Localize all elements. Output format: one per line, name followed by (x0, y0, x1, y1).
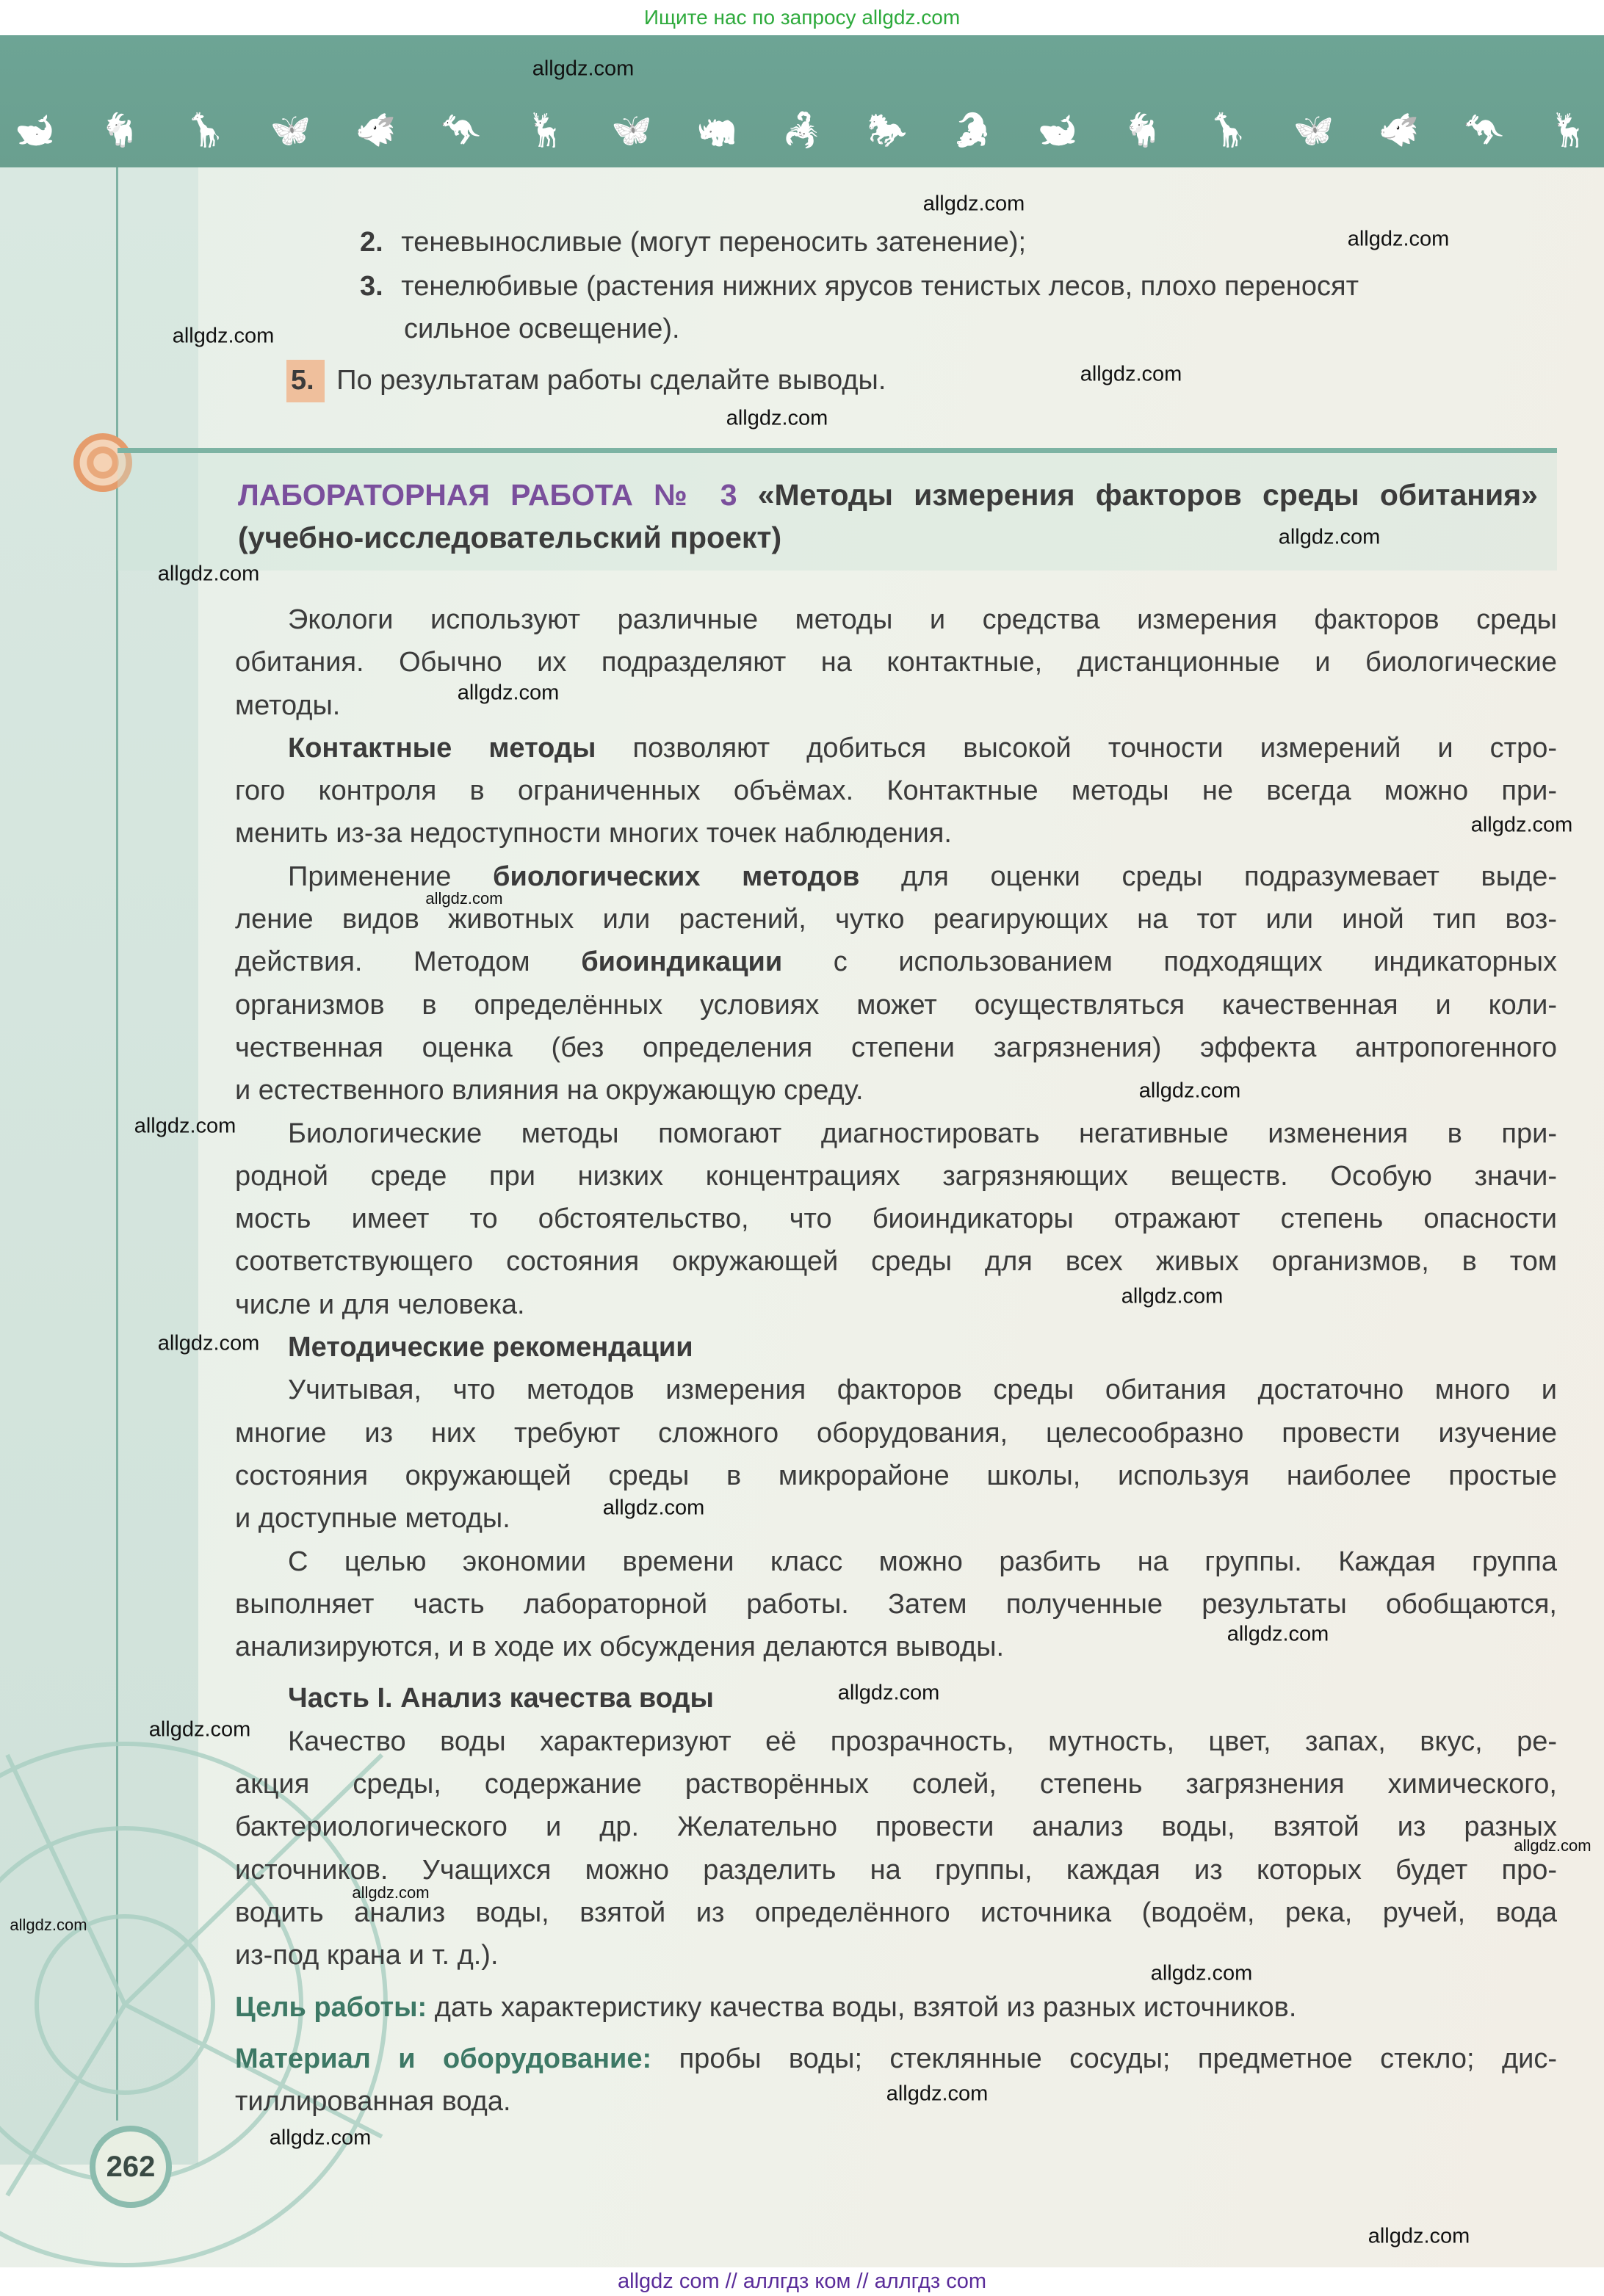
list-text: теневыносливые (могут переносить затенение); (401, 227, 1027, 258)
text-line: бактериологического и др. Желательно провести анализ воды, взятой из разных (235, 1811, 1557, 1843)
lab-title: «Методы измерения факторов среды обитания» (757, 478, 1538, 512)
text-line: числе и для человека. (235, 1289, 525, 1320)
header-banner (0, 35, 1604, 167)
task-5 (291, 359, 886, 402)
text-line: Учитывая, что методов измерения факторов среды обитания достаточно много и (288, 1375, 1557, 1406)
animal-silhouette-icon: 🐋 (1037, 112, 1078, 148)
text-line: менить из-за недоступности многих точек наблюдения. (235, 818, 952, 850)
watermark-text: allgdz.com (602, 1496, 705, 1520)
text-line: организмов в определённых условиях может осуществляться качественная и коли- (235, 989, 1557, 1021)
text-line: состояния окружающей среды в микрорайоне школы, используя наиболее простые (235, 1460, 1557, 1491)
watermark-text: allgdz.com (134, 1114, 236, 1138)
watermark-text: allgdz.com (1138, 1079, 1241, 1103)
text-line: Биологические методы помогают диагностировать негативные изменения в при- (288, 1118, 1557, 1149)
animal-silhouette-icon: 🦒 (185, 112, 225, 148)
text-line: С целью экономии времени класс можно разбить на группы. Каждая группа (288, 1546, 1557, 1577)
task-text: По результатам работы сделайте выводы. (336, 365, 886, 396)
footer-links[interactable]: allgdz com // аллгдз ком // аллгдз com (0, 2267, 1604, 2296)
watermark-text: allgdz.com (726, 406, 828, 430)
text-run: действия. Методом (235, 946, 582, 978)
watermark-text: allgdz.com (1514, 1836, 1592, 1855)
animal-silhouette-icon: 🦋 (611, 112, 652, 148)
watermark-text: allgdz.com (269, 2126, 372, 2150)
watermark-text: allgdz.com (457, 681, 560, 705)
watermark-text: allgdz.com (148, 1717, 251, 1742)
text-line (235, 727, 1557, 769)
watermark-text: allgdz.com (1470, 813, 1573, 837)
watermark-text: allgdz.com (10, 1916, 87, 1934)
watermark-text: allgdz.com (922, 192, 1025, 216)
animal-silhouette-icon: 🐐 (1122, 112, 1163, 148)
list-item-2 (360, 221, 1026, 264)
animal-silhouette-icon: 🐐 (100, 112, 140, 148)
text-line: Качество воды характеризуют её прозрачность, мутность, цвет, запах, вкус, ре- (288, 1725, 1557, 1757)
animal-silhouette-icon: 🦂 (781, 112, 823, 148)
text-run: Применение (288, 861, 493, 892)
text-line: многие из них требуют сложного оборудования, целесообразно провести изучение (235, 1417, 1557, 1449)
text-line: тиллированная вода. (235, 2086, 511, 2118)
text-line: источников. Учащихся можно разделить на группы, каждая из которых будет про- (235, 1854, 1557, 1886)
field-label: Материал и оборудование: (235, 2043, 652, 2074)
lab-label: ЛАБОРАТОРНАЯ РАБОТА № 3 (238, 478, 737, 512)
text-line: чественная оценка (без определения степени загрязнения) эффекта антропогенного (235, 1032, 1557, 1063)
text-line (235, 941, 1557, 983)
watermark-text: allgdz.com (1227, 1622, 1329, 1646)
text-line: гого контроля в ограниченных объёмах. Контактные методы не всегда можно при- (235, 775, 1557, 807)
animal-silhouette-icon: 🦒 (1207, 112, 1249, 148)
watermark-text: allgdz.com (1150, 1961, 1253, 1985)
watermark-text: allgdz.com (425, 889, 503, 908)
text-line (235, 2038, 1557, 2080)
animal-silhouette-icon: 🐗 (355, 112, 397, 148)
text-line: акция среды, содержание растворённых солей, степень загрязнения химического, (235, 1769, 1557, 1800)
text-line: соответствующего состояния окружающей среды для всех живых организмов, в том (235, 1246, 1557, 1278)
watermark-text: allgdz.com (886, 2082, 989, 2106)
animal-silhouette-icon: 🦌 (526, 112, 567, 148)
text-run: дать характеристику качества воды, взятой из разных источников. (427, 1991, 1297, 2023)
watermark-text: allgdz.com (352, 1883, 430, 1902)
list-item-3-continued: сильное освещение). (404, 314, 680, 344)
text-line: и естественного влияния на окружающую среду. (235, 1075, 864, 1107)
text-line: Экологи используют различные методы и средства измерения факторов среды (288, 604, 1557, 635)
watermark-text: allgdz.com (837, 1681, 940, 1705)
section-divider (118, 448, 1557, 453)
lab-subtitle: (учебно-исследовательский проект) (238, 521, 782, 554)
bold-term: Контактные методы (288, 732, 596, 764)
text-line: обитания. Обычно их подразделяют на контактные, дистанционные и биологические (235, 647, 1557, 678)
list-number: 2. (360, 227, 383, 258)
watermark-text: allgdz.com (157, 1331, 260, 1355)
watermark-text: allgdz.com (532, 57, 635, 81)
animal-silhouettes-row (15, 105, 1589, 156)
animal-silhouette-icon: 🐎 (867, 112, 908, 148)
list-number: 3. (360, 271, 383, 302)
text-run: для оценки среды подразумевает выде- (859, 861, 1557, 892)
watermark-text: allgdz.com (1278, 525, 1381, 549)
text-line: мость имеет то обстоятельство, что биоиндикаторы отражают степень опасности (235, 1203, 1557, 1235)
page-number: 262 (90, 2126, 172, 2208)
text-line: методы. (235, 689, 341, 721)
text-line: родной среде при низких концентрациях загрязняющих веществ. Особую значи- (235, 1160, 1557, 1192)
text-run: позволяют добиться высокой точности измерений и стро- (596, 732, 1557, 764)
list-item-3 (360, 265, 1359, 308)
animal-silhouette-icon: 🐗 (1379, 112, 1419, 148)
animal-silhouette-icon: 🦋 (1293, 112, 1334, 148)
bold-term: биоиндикации (581, 946, 783, 978)
animal-silhouette-icon: 🐊 (952, 112, 993, 148)
watermark-text: allgdz.com (1368, 2224, 1470, 2248)
body-text (235, 598, 1557, 2123)
watermark-text: allgdz.com (1347, 227, 1450, 251)
watermark-text: allgdz.com (172, 324, 275, 348)
text-line: анализируются, и в ходе их обсуждения делаются выводы. (235, 1632, 1005, 1663)
text-line: выполняет часть лабораторной работы. Затем полученные результаты обобщаются, (235, 1588, 1557, 1620)
animal-silhouette-icon: 🦋 (270, 112, 311, 148)
text-line (235, 1986, 1557, 2029)
section-heading: Часть I. Анализ качества воды (288, 1683, 714, 1714)
watermark-text: allgdz.com (157, 562, 260, 586)
bold-term: биологических методов (493, 861, 860, 892)
animal-silhouette-icon: 🐋 (15, 112, 55, 148)
search-notice[interactable]: Ищите нас по запросу allgdz.com (0, 0, 1604, 35)
animal-silhouette-icon: 🦏 (696, 112, 737, 148)
animal-silhouette-icon: 🦌 (1549, 112, 1589, 148)
list-text: тенелюбивые (растения нижних ярусов тенистых лесов, плохо переносят (401, 271, 1359, 302)
field-label: Цель работы: (235, 1991, 427, 2023)
text-line: водить анализ воды, взятой из определённого источника (водоём, река, ручей, вода (235, 1897, 1557, 1928)
text-run: с использованием подходящих индикаторных (782, 946, 1558, 978)
section-heading: Методические рекомендации (288, 1332, 693, 1364)
text-line: из-под крана и т. д.). (235, 1940, 499, 1971)
animal-silhouette-icon: 🦘 (441, 112, 482, 148)
task-number: 5. (291, 365, 314, 396)
watermark-text: allgdz.com (1080, 362, 1182, 386)
watermark-text: allgdz.com (1121, 1284, 1224, 1308)
text-run: пробы воды; стеклянные сосуды; предметное стекло; дис- (651, 2043, 1557, 2074)
text-line: ление видов животных или растений, чутко реагирующих на тот или иной тип воз- (235, 904, 1557, 935)
text-line: и доступные методы. (235, 1503, 510, 1535)
animal-silhouette-icon: 🦘 (1464, 112, 1504, 148)
